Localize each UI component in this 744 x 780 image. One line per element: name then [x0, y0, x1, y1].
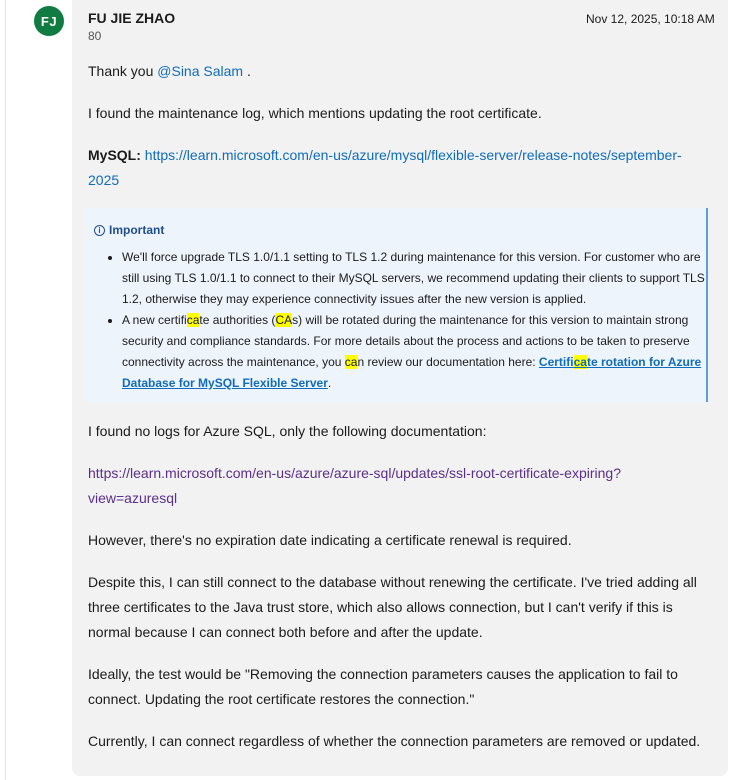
- post-body: [88, 59, 708, 771]
- search-highlight: ca: [344, 355, 358, 369]
- bullet-text: .: [327, 376, 332, 390]
- bullet-text: te authorities (: [199, 313, 276, 327]
- paragraph-currently: Currently, I can connect regardless of whether the connection parameters are removed or updated.: [88, 733, 701, 749]
- note-header: [94, 220, 706, 241]
- thanks-line: [88, 59, 708, 84]
- search-highlight: ca: [573, 355, 587, 369]
- important-note: [86, 208, 708, 402]
- paragraph-azure-sql: I found no logs for Azure SQL, only the following documentation:: [88, 423, 487, 439]
- paragraph-ideally: Ideally, the test would be "Removing the connection parameters causes the application to fail to connect. Updating the root certificate restores the connection.": [88, 666, 678, 707]
- mysql-label: MySQL:: [88, 147, 141, 163]
- mysql-line: [88, 143, 708, 193]
- thanks-text: Thank you: [88, 63, 158, 79]
- note-bullet-tls: • We'll force upgrade TLS 1.0/1.1 setting to TLS 1.2 during maintenance for this version. For customer who are still using TLS 1.0/1.1 to connect to their MySQL servers, we recommend updating their clients to support TLS 1.2, otherwise they may experience connectivity issues after the new version is applied.: [122, 247, 706, 310]
- azure-sql-link-line: [88, 461, 708, 511]
- azure-sql-ssl-link[interactable]: https://learn.microsoft.com/en-us/azure/azure-sql/updates/ssl-root-certificate-expiring?view=azuresql: [88, 465, 621, 506]
- paragraph-despite: Despite this, I can still connect to the database without renewing the certificate. I've tried adding all three certificates to the Java trust store, which also allows connection, but I can't verify if this is normal because I can connect both before and after the update.: [88, 574, 697, 640]
- post-timestamp: Nov 12, 2025, 10:18 AM: [586, 12, 715, 26]
- reputation-points: 80: [88, 29, 102, 43]
- paragraph-maintenance-log: I found the maintenance log, which mentions updating the root certificate.: [88, 105, 542, 121]
- paragraph-no-expiration: However, there's no expiration date indicating a certificate renewal is required.: [88, 532, 572, 548]
- link-text: Certifi: [538, 355, 574, 369]
- thread-left-border: [5, 0, 6, 780]
- info-icon: i: [94, 225, 105, 236]
- note-list: [94, 247, 706, 394]
- search-highlight: ca: [186, 313, 200, 327]
- link-text: te rotation for Azure Database for MySQL Flexible Server: [122, 355, 702, 390]
- user-mention[interactable]: @Sina Salam: [157, 63, 244, 79]
- bullet-text: s) will be rotated during the maintenance for this version to maintain strong security and compliance standards. For more details about the process and actions to be taken to preserve connectivity across the maintenance, you: [122, 313, 690, 369]
- note-bullet-ca: [122, 310, 706, 394]
- avatar[interactable]: FJ: [34, 6, 64, 36]
- thanks-suffix: .: [243, 63, 251, 79]
- bullet-text: A new certifi: [122, 313, 187, 327]
- author-name[interactable]: FU JIE ZHAO: [88, 10, 176, 26]
- mysql-release-notes-link[interactable]: https://learn.microsoft.com/en-us/azure/mysql/flexible-server/release-notes/september-2025: [88, 147, 682, 188]
- bullet-text: n review our documentation here:: [357, 355, 539, 369]
- search-highlight: CA: [275, 313, 293, 327]
- note-title: Important: [109, 223, 165, 237]
